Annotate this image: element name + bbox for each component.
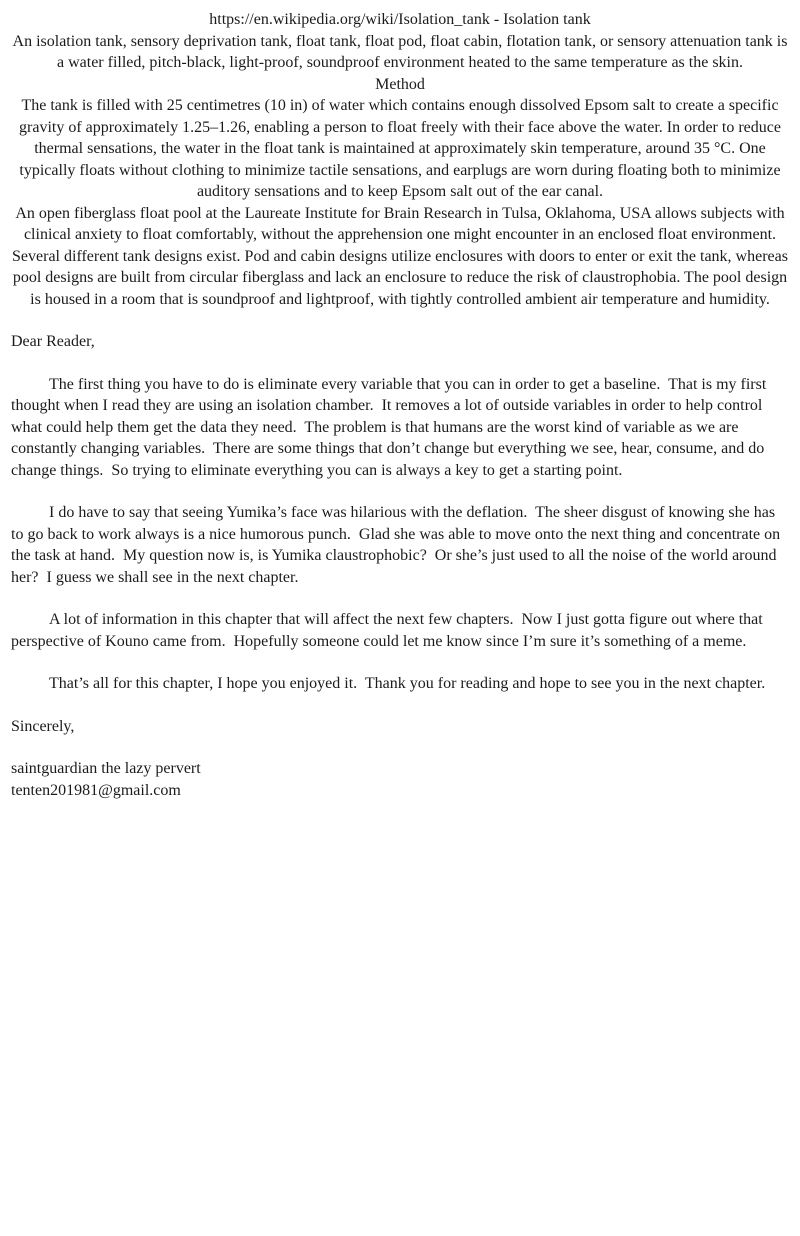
signature-block	[11, 758, 789, 801]
wiki-paragraph: Several different tank designs exist. Pod and cabin designs utilize enclosures with doors to enter or exit the tank, whereas pool designs are built from circular fiberglass and lack an enclosure to reduce the risk of claustrophobia. The pool design is housed in a room that is soundproof and lightproof, with tightly controlled ambient air temperature and humidity.	[12, 247, 792, 308]
wiki-excerpt	[11, 9, 792, 310]
signature-email: tenten201981@gmail.com	[11, 781, 181, 799]
wiki-paragraph: An open fiberglass float pool at the Laureate Institute for Brain Research in Tulsa, Oklahoma, USA allows subjects with clinical anxiety to float comfortably, without the apprehension one might encounter in an enclosed float environment.	[15, 204, 789, 243]
letter-body	[11, 331, 789, 801]
signature-name: saintguardian the lazy pervert	[11, 760, 201, 777]
letter-paragraph: A lot of information in this chapter that will affect the next few chapters. Now I just gotta figure out where that perspective of Kouno came from. Hopefully someone could let me know since I’m sure it’s something of a meme.	[11, 611, 767, 650]
salutation: Dear Reader,	[11, 333, 95, 350]
wiki-intro-paragraph: An isolation tank, sensory deprivation tank, float tank, float pod, float cabin, flotation tank, or sensory attenuation tank is a water filled, pitch-black, light-proof, soundproof environment heated to the same temperature as the skin.	[12, 32, 792, 71]
source-url-line: https://en.wikipedia.org/wiki/Isolation_tank - Isolation tank	[209, 11, 591, 28]
method-heading: Method	[375, 75, 425, 93]
closing: Sincerely,	[11, 717, 75, 735]
letter-paragraph: That’s all for this chapter, I hope you enjoyed it. Thank you for reading and hope to see you in the next chapter.	[49, 675, 766, 692]
letter-paragraph: I do have to say that seeing Yumika’s face was hilarious with the deflation. The sheer disgust of knowing she has to go back to work always is a nice humorous punch. Glad she was able to move onto the next thing and concentrate on the task at hand. My question now is, is Yumika claustrophobic? Or she’s just used to all the noise of the world around her? I guess we shall see in the next chapter.	[11, 504, 785, 586]
letter-paragraph: The first thing you have to do is eliminate every variable that you can in order to get a baseline. That is my first thought when I read they are using an isolation chamber. It removes a lot of outside variables in order to help control what could help them get the data they need. The problem is that humans are the worst kind of variable as we are constantly changing variables. There are some things that don’t change but everything we see, hear, consume, and do change things. So trying to eliminate everything you can is always a key to get a starting point.	[11, 375, 771, 479]
wiki-paragraph: The tank is filled with 25 centimetres (10 in) of water which contains enough dissolved Epsom salt to create a specific gravity of approximately 1.25–1.26, enabling a person to float freely with their face above the water. In order to reduce thermal sensations, the water in the float tank is maintained at approximately skin temperature, around 35 °C. One typically floats without clothing to minimize tactile sensations, and earplugs are worn during floating both to minimize auditory sensations and to keep Epsom salt out of the ear canal.	[19, 97, 785, 200]
